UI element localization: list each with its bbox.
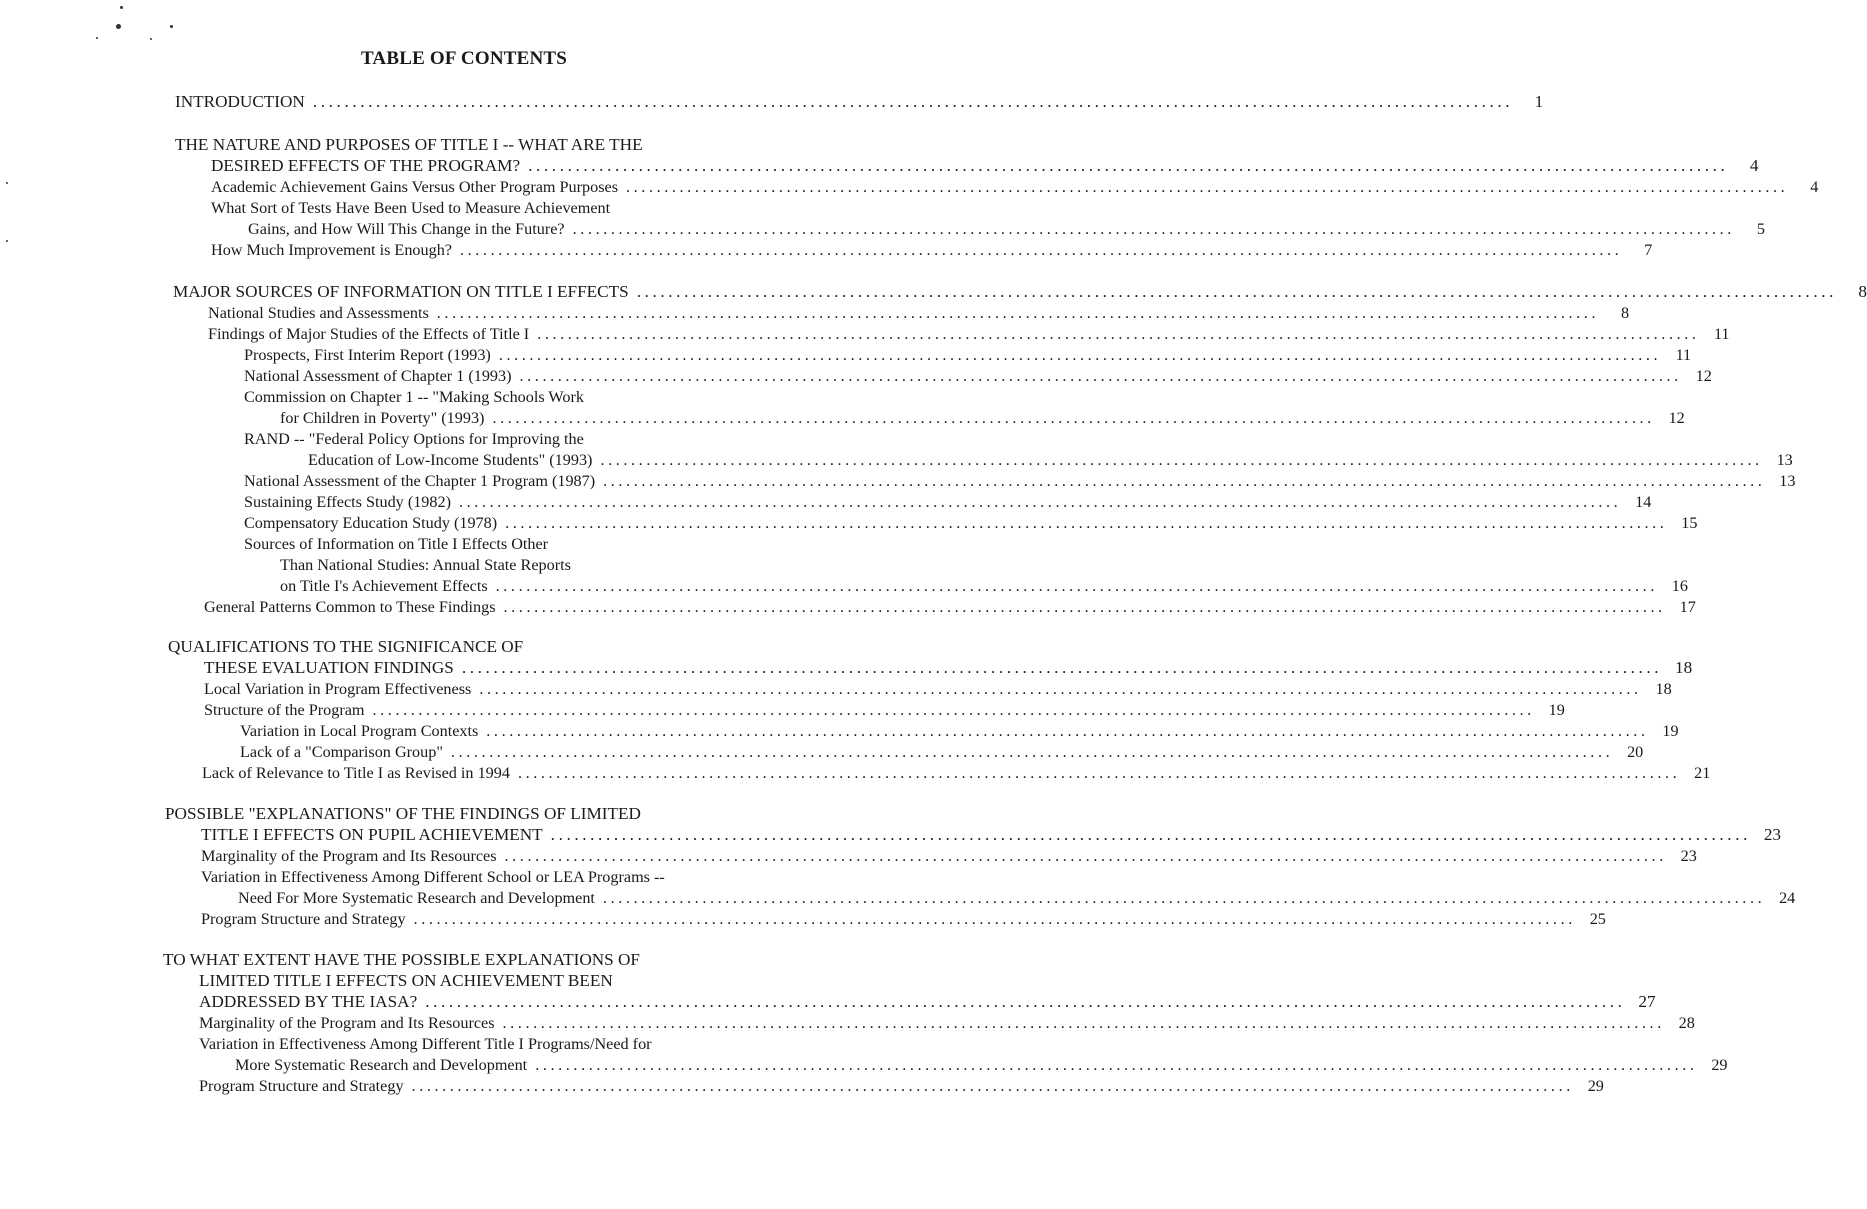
toc-entry	[240, 721, 1679, 741]
toc-entry-title: QUALIFICATIONS TO THE SIGNIFICANCE OF	[168, 637, 524, 656]
toc-entry-title: National Studies and Assessments	[208, 304, 429, 322]
leader-dots: ........................................................................................................................................................	[411, 1077, 1574, 1095]
leader-dots: ........................................................................................................................................................	[436, 304, 1600, 322]
toc-entry	[280, 576, 1688, 596]
leader-dots: ........................................................................................................................................................	[519, 367, 1682, 385]
toc-entry-page: 13	[1779, 472, 1796, 490]
toc-entry-title: THESE EVALUATION FINDINGS	[204, 658, 454, 677]
leader-dots: ........................................................................................................................................................	[504, 847, 1667, 865]
toc-entry-page: 29	[1711, 1056, 1728, 1074]
leader-dots: ........................................................................................................................................................	[502, 1014, 1665, 1032]
leader-dots: ........................................................................................................................................................	[486, 722, 1649, 740]
leader-dots: ........................................................................................................................................................	[600, 451, 1763, 469]
toc-entry	[244, 366, 1712, 386]
toc-entry	[280, 408, 1685, 428]
toc-entry-title: Variation in Effectiveness Among Different School or LEA Programs --	[201, 868, 665, 886]
leader-dots: ........................................................................................................................................................	[372, 701, 1535, 719]
toc-entry-page: 5	[1756, 220, 1765, 238]
toc-entry-title: INTRODUCTION	[175, 92, 305, 111]
toc-entry	[204, 679, 1672, 699]
toc-entry	[201, 867, 788, 887]
toc-entry-page: 20	[1627, 743, 1644, 761]
leader-dots: ........................................................................................................................................................	[495, 577, 1658, 595]
toc-entry-title: Structure of the Program	[204, 701, 365, 719]
page-title: TABLE OF CONTENTS	[360, 48, 568, 69]
leader-dots: ........................................................................................................................................................	[425, 992, 1626, 1011]
toc-entry	[199, 1034, 788, 1054]
toc-entry	[244, 492, 1652, 512]
toc-entry	[204, 700, 1565, 720]
toc-entry-title: on Title I's Achievement Effects	[280, 577, 488, 595]
toc-entry-title: TO WHAT EXTENT HAVE THE POSSIBLE EXPLANATIONS OF	[163, 950, 640, 969]
toc-entry-title: THE NATURE AND PURPOSES OF TITLE I -- WHAT ARE THE	[175, 135, 643, 154]
toc-entry-page: 19	[1548, 701, 1565, 719]
toc-entry-page: 4	[1810, 178, 1819, 196]
leader-dots: ........................................................................................................................................................	[503, 598, 1666, 616]
toc-entry-title: for Children in Poverty" (1993)	[280, 409, 485, 427]
toc-entry-title: DESIRED EFFECTS OF THE PROGRAM?	[211, 156, 521, 175]
toc-entry-title: Variation in Effectiveness Among Different Title I Programs/Need for	[199, 1035, 652, 1053]
toc-entry-page: 18	[1655, 680, 1672, 698]
leader-dots: ........................................................................................................................................................	[626, 178, 1789, 196]
toc-entry-title: What Sort of Tests Have Been Used to Measure Achievement	[211, 199, 611, 217]
toc-entry	[201, 846, 1697, 866]
toc-entry	[308, 450, 1793, 470]
toc-entry-title: Prospects, First Interim Report (1993)	[244, 346, 491, 364]
toc-entry	[235, 1055, 1728, 1075]
toc-entry-title: Sustaining Effects Study (1982)	[244, 493, 451, 511]
toc-entry	[248, 219, 1765, 239]
toc-entry	[240, 742, 1644, 762]
toc-entry	[199, 971, 788, 991]
toc-entry-page: 17	[1679, 598, 1696, 616]
toc-entry-page: 12	[1668, 409, 1685, 427]
leader-dots: ........................................................................................................................................................	[602, 889, 1766, 907]
toc-entry-title: Than National Studies: Annual State Reports	[280, 556, 571, 574]
leader-dots: ........................................................................................................................................................	[537, 325, 1700, 343]
toc-entry-page: 4	[1749, 156, 1759, 175]
toc-entry	[173, 282, 1867, 302]
toc-entry-title: National Assessment of Chapter 1 (1993)	[244, 367, 512, 385]
toc-entry-page: 1	[1534, 92, 1544, 111]
leader-dots: ........................................................................................................................................................	[312, 92, 1514, 111]
toc-entry	[199, 992, 1656, 1012]
toc-entry-page: 11	[1675, 346, 1692, 364]
toc-entry	[199, 1013, 1695, 1033]
leader-dots: ........................................................................................................................................................	[450, 743, 1614, 761]
toc-entry-title: How Much Improvement is Enough?	[211, 241, 452, 259]
toc-entry-title: Local Variation in Program Effectiveness	[204, 680, 472, 698]
toc-entry	[199, 1076, 1604, 1096]
toc-entry	[244, 471, 1796, 491]
toc-entry	[244, 387, 788, 407]
toc-entry	[244, 429, 788, 449]
toc-entry-title: MAJOR SOURCES OF INFORMATION ON TITLE I EFFECTS	[173, 282, 629, 301]
toc-entry	[211, 240, 1653, 260]
toc-entry	[208, 303, 1630, 323]
toc-entry-title: RAND -- "Federal Policy Options for Improving the	[244, 430, 584, 448]
leader-dots: ........................................................................................................................................................	[636, 282, 1838, 301]
toc-entry-title: Compensatory Education Study (1978)	[244, 514, 498, 532]
toc-entry-title: General Patterns Common to These Findings	[204, 598, 496, 616]
toc-entry	[168, 637, 788, 657]
leader-dots: ........................................................................................................................................................	[479, 680, 1642, 698]
toc-entry	[244, 513, 1698, 533]
toc-entry	[204, 597, 1696, 617]
toc-entry	[175, 135, 788, 155]
toc-entry-page: 16	[1671, 577, 1688, 595]
leader-dots: ........................................................................................................................................................	[458, 493, 1622, 511]
toc-entry-title: TITLE I EFFECTS ON PUPIL ACHIEVEMENT	[201, 825, 543, 844]
toc-entry	[201, 825, 1781, 845]
toc-entry-title: Program Structure and Strategy	[201, 910, 406, 928]
toc-entry-title: Academic Achievement Gains Versus Other Program Purposes	[211, 178, 618, 196]
toc-entry	[280, 555, 788, 575]
toc-entry	[175, 92, 1544, 112]
toc-entry-title: POSSIBLE "EXPLANATIONS" OF THE FINDINGS OF LIMITED	[165, 804, 641, 823]
toc-entry-title: Marginality of the Program and Its Resources	[201, 847, 497, 865]
leader-dots: ........................................................................................................................................................	[535, 1056, 1698, 1074]
toc-entry	[211, 198, 788, 218]
toc-entry-title: Lack of Relevance to Title I as Revised in 1994	[202, 764, 510, 782]
toc-entry-page: 18	[1675, 658, 1693, 677]
leader-dots: ........................................................................................................................................................	[528, 156, 1729, 175]
toc-entry-title: Lack of a "Comparison Group"	[240, 743, 443, 761]
toc-entry	[204, 658, 1693, 678]
leader-dots: ........................................................................................................................................................	[550, 825, 1751, 844]
toc-entry-page: 13	[1776, 451, 1793, 469]
toc-entry-page: 19	[1662, 722, 1679, 740]
leader-dots: ........................................................................................................................................................	[572, 220, 1735, 238]
toc-entry-page: 14	[1635, 493, 1652, 511]
toc-entry-page: 12	[1695, 367, 1712, 385]
toc-entry-page: 23	[1763, 825, 1781, 844]
leader-dots: ........................................................................................................................................................	[413, 910, 1576, 928]
toc-entry	[202, 763, 1711, 783]
leader-dots: ........................................................................................................................................................	[505, 514, 1668, 532]
toc-entry-title: Variation in Local Program Contexts	[240, 722, 479, 740]
leader-dots: ........................................................................................................................................................	[603, 472, 1766, 490]
leader-dots: ........................................................................................................................................................	[461, 658, 1663, 677]
toc-entry-title: Gains, and How Will This Change in the Future?	[248, 220, 565, 238]
toc-entry-title: Commission on Chapter 1 -- "Making Schools Work	[244, 388, 584, 406]
toc-entry-title: Findings of Major Studies of the Effects of Title I	[208, 325, 530, 343]
toc-entry	[244, 345, 1692, 365]
toc-entry-page: 8	[1858, 282, 1867, 301]
toc-entry-title: LIMITED TITLE I EFFECTS ON ACHIEVEMENT BEEN	[199, 971, 613, 990]
toc-entry-page: 15	[1681, 514, 1698, 532]
toc-entry-page: 8	[1621, 304, 1630, 322]
toc-entry-page: 21	[1694, 764, 1711, 782]
toc-entry-page: 27	[1638, 992, 1656, 1011]
toc-entry	[163, 950, 788, 970]
toc-entry	[208, 324, 1730, 344]
toc-entry-title: More Systematic Research and Development	[235, 1056, 528, 1074]
toc-entry-title: ADDRESSED BY THE IASA?	[199, 992, 418, 1011]
toc-entry-page: 28	[1678, 1014, 1695, 1032]
toc-entry	[244, 534, 788, 554]
leader-dots: ........................................................................................................................................................	[517, 764, 1681, 782]
toc-entry-page: 29	[1587, 1077, 1604, 1095]
toc-entry	[238, 888, 1796, 908]
leader-dots: ........................................................................................................................................................	[492, 409, 1655, 427]
toc-entry-title: Education of Low-Income Students" (1993)	[308, 451, 593, 469]
toc-entry-title: National Assessment of the Chapter 1 Program (1987)	[244, 472, 596, 490]
toc-entry-page: 25	[1589, 910, 1606, 928]
toc-entry-title: Program Structure and Strategy	[199, 1077, 404, 1095]
leader-dots: ........................................................................................................................................................	[459, 241, 1623, 259]
toc-entry-page: 23	[1680, 847, 1697, 865]
leader-dots: ........................................................................................................................................................	[498, 346, 1662, 364]
toc-entry	[211, 156, 1759, 176]
toc-entry-title: Marginality of the Program and Its Resources	[199, 1014, 495, 1032]
toc-entry-page: 11	[1713, 325, 1730, 343]
toc-entry	[201, 909, 1606, 929]
toc-entry-title: Sources of Information on Title I Effects Other	[244, 535, 549, 553]
toc-entry-page: 7	[1644, 241, 1653, 259]
toc-entry-title: Need For More Systematic Research and Development	[238, 889, 595, 907]
toc-entry	[211, 177, 1819, 197]
toc-entry-page: 24	[1779, 889, 1796, 907]
toc-entry	[165, 804, 788, 824]
